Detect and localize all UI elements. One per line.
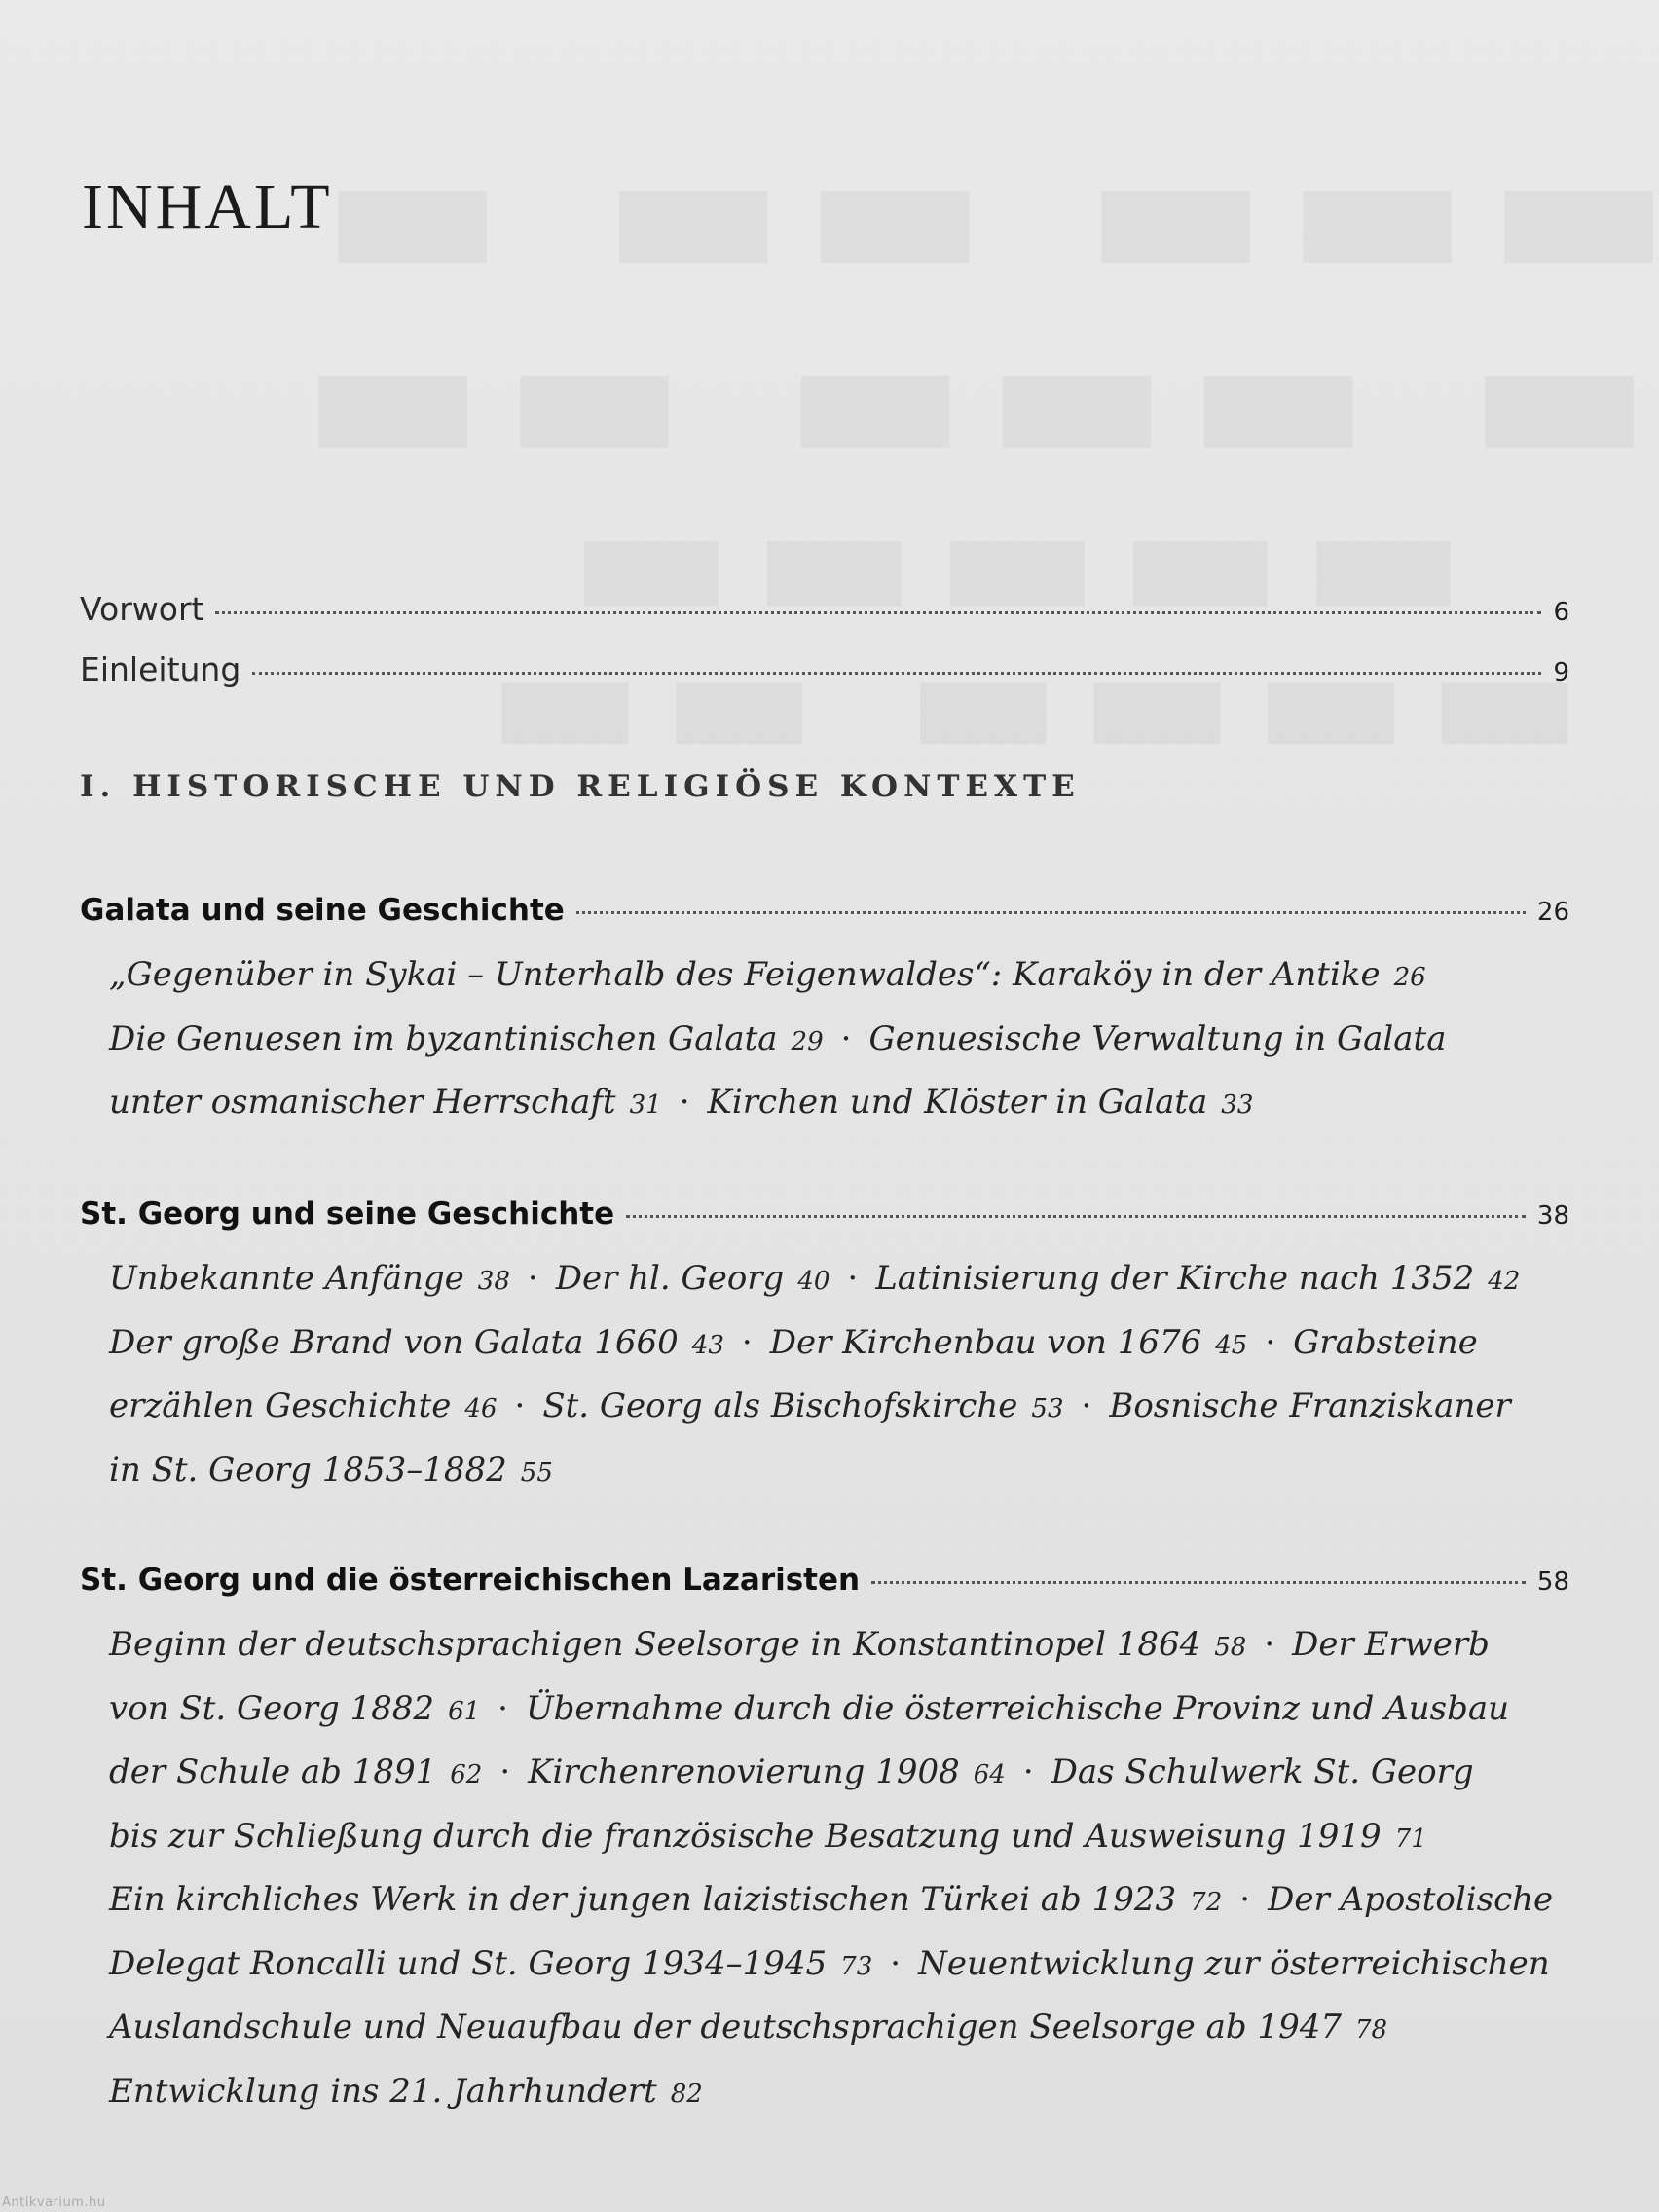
toc-entry-label: Einleitung: [80, 650, 241, 688]
subentry-page-number: 64: [973, 1760, 1006, 1789]
entry-separator: ·: [840, 1018, 852, 1058]
subentry-line: [109, 1440, 1550, 1504]
entry-separator: ·: [499, 1752, 511, 1791]
subentry-page-number: 58: [1214, 1633, 1247, 1662]
subentry-page-number: 26: [1393, 963, 1426, 992]
subentry-title[interactable]: Das Schulwerk St. Georg: [1051, 1752, 1474, 1791]
subentry-page-number: 38: [477, 1267, 510, 1296]
chapter-title: St. Georg und seine Geschichte: [80, 1197, 615, 1232]
subentry-page-number: 31: [629, 1090, 662, 1120]
dot-leader: [576, 911, 1526, 914]
entry-separator: ·: [498, 1688, 508, 1728]
entry-separator: ·: [1022, 1752, 1034, 1791]
entry-separator: ·: [741, 1322, 753, 1362]
subentry-title[interactable]: Neuentwicklung zur österreichischen: [918, 1943, 1550, 1983]
subentry-title[interactable]: St. Georg als Bischofskirche: [542, 1386, 1018, 1425]
subentry-page-number: 78: [1355, 2015, 1388, 2045]
entry-separator: ·: [1239, 1880, 1251, 1919]
toc-chapter-st-georg[interactable]: [80, 1197, 1569, 1232]
toc-page-number: 26: [1536, 898, 1569, 927]
subentry-title[interactable]: der Schule ab 1891: [109, 1752, 437, 1791]
subentry-title[interactable]: Der große Brand von Galata 1660: [109, 1322, 679, 1362]
subentry-page-number: 42: [1488, 1267, 1521, 1296]
toc-page-number: 6: [1553, 598, 1569, 627]
dot-leader: [252, 672, 1541, 675]
subentry-page-number: 82: [670, 2079, 703, 2109]
show-through-band: [487, 604, 1601, 796]
subentry-title[interactable]: Beginn der deutschsprachigen Seelsorge in Konstantinopel 1864: [109, 1625, 1201, 1664]
subentry-page-number: 73: [840, 1951, 873, 1981]
subentry-line: [109, 1997, 1550, 2061]
chapter-subentries: [109, 1614, 1554, 2124]
subentry-title[interactable]: Grabsteine: [1293, 1322, 1478, 1362]
subentry-page-number: 55: [520, 1457, 553, 1488]
toc-page-number: 38: [1536, 1201, 1569, 1231]
chapter-subentries: [109, 944, 1550, 1136]
subentry-title[interactable]: Unbekannte Anfänge: [109, 1259, 464, 1298]
subentry-page-number: 71: [1394, 1824, 1427, 1854]
subentry-page-number: 43: [691, 1330, 724, 1360]
subentry-line: [109, 1376, 1550, 1440]
subentry-page-number: 33: [1221, 1090, 1254, 1120]
subentry-title[interactable]: Bosnische Franziskaner: [1109, 1386, 1511, 1425]
toc-chapter-lazaristen[interactable]: [80, 1563, 1569, 1598]
subentry-title[interactable]: Auslandschule und Neuaufbau der deutschsprachigen Seelsorge ab 1947: [109, 2008, 1342, 2046]
entry-separator: ·: [890, 1943, 902, 1983]
watermark: Antikvarium.hu: [2, 2195, 106, 2210]
dot-leader: [871, 1581, 1526, 1584]
entry-separator: ·: [847, 1259, 859, 1298]
toc-chapter-galata[interactable]: [80, 893, 1569, 928]
subentry-title[interactable]: Der Erwerb: [1292, 1625, 1490, 1664]
subentry-title[interactable]: Übernahme durch die österreichische Provinz und Ausbau: [525, 1688, 1510, 1728]
subentry-title[interactable]: Der Apostolische: [1268, 1880, 1554, 1919]
subentry-line: [109, 1678, 1550, 1743]
subentry-title[interactable]: Kirchen und Klöster in Galata: [707, 1083, 1208, 1122]
subentry-title[interactable]: Ein kirchliches Werk in der jungen laizistischen Türkei ab 1923: [109, 1880, 1177, 1919]
subentry-page-number: 72: [1190, 1888, 1223, 1917]
subentry-line: [109, 944, 1550, 1009]
entry-separator: ·: [1264, 1625, 1275, 1664]
entry-separator: ·: [514, 1386, 526, 1425]
subentry-title[interactable]: unter osmanischer Herrschaft: [109, 1083, 616, 1122]
subentry-title[interactable]: Der Kirchenbau von 1676: [769, 1322, 1202, 1362]
toc-page-number: 58: [1536, 1567, 1569, 1597]
subentry-title[interactable]: von St. Georg 1882: [109, 1688, 435, 1728]
subentry-title[interactable]: Entwicklung ins 21. Jahrhundert: [109, 2071, 657, 2111]
toc-entry-label: Vorwort: [80, 590, 204, 628]
subentry-title[interactable]: Delegat Roncalli und St. Georg 1934–1945: [109, 1943, 828, 1983]
dot-leader: [215, 611, 1541, 614]
entry-separator: ·: [1081, 1386, 1092, 1425]
dot-leader: [626, 1215, 1526, 1218]
subentry-line: [109, 2061, 1550, 2125]
toc-entry-vorwort[interactable]: [80, 590, 1569, 628]
entry-separator: ·: [1265, 1322, 1276, 1362]
subentry-page-number: 62: [450, 1760, 483, 1789]
entry-separator: ·: [527, 1259, 538, 1298]
subentry-line: [109, 1312, 1550, 1377]
subentry-title[interactable]: Die Genuesen im byzantinischen Galata: [109, 1018, 778, 1058]
subentry-title[interactable]: erzählen Geschichte: [109, 1386, 452, 1425]
chapter-subentries: [109, 1248, 1550, 1503]
entry-separator: ·: [679, 1083, 690, 1122]
subentry-page-number: 53: [1031, 1394, 1064, 1423]
subentry-page-number: 46: [464, 1394, 498, 1423]
subentry-line: [109, 1934, 1550, 1998]
subentry-page-number: 61: [448, 1696, 481, 1726]
subentry-line: [109, 1614, 1550, 1678]
subentry-line: [109, 1248, 1550, 1312]
subentry-page-number: 45: [1215, 1330, 1248, 1360]
subentry-line: [109, 1009, 1550, 1073]
subentry-page-number: 40: [797, 1267, 830, 1296]
subentry-title[interactable]: Latinisierung der Kirche nach 1352: [875, 1259, 1475, 1298]
toc-page-number: 9: [1553, 658, 1569, 687]
subentry-line: [109, 1806, 1550, 1870]
page-title: INHALT: [82, 171, 333, 242]
subentry-line: [109, 1072, 1550, 1136]
toc-entry-einleitung[interactable]: [80, 650, 1569, 688]
subentry-title[interactable]: Genuesische Verwaltung in Galata: [868, 1018, 1447, 1058]
subentry-title[interactable]: in St. Georg 1853–1882: [109, 1450, 507, 1490]
subentry-title[interactable]: Kirchenrenovierung 1908: [528, 1752, 960, 1791]
subentry-title[interactable]: bis zur Schließung durch die französische Besatzung und Ausweisung 1919: [109, 1816, 1382, 1856]
chapter-title: St. Georg und die österreichischen Lazaristen: [80, 1563, 861, 1598]
subentry-title[interactable]: Der hl. Georg: [555, 1259, 785, 1298]
subentry-title[interactable]: „Gegenüber in Sykai – Unterhalb des Feigenwaldes“: Karaköy in der Antike: [109, 955, 1381, 994]
section-heading: I. HISTORISCHE UND RELIGIÖSE KONTEXTE: [80, 769, 1081, 804]
subentry-line: [109, 1742, 1550, 1806]
subentry-page-number: 29: [791, 1026, 824, 1056]
chapter-title: Galata und seine Geschichte: [80, 893, 565, 928]
subentry-line: [109, 1869, 1554, 1934]
